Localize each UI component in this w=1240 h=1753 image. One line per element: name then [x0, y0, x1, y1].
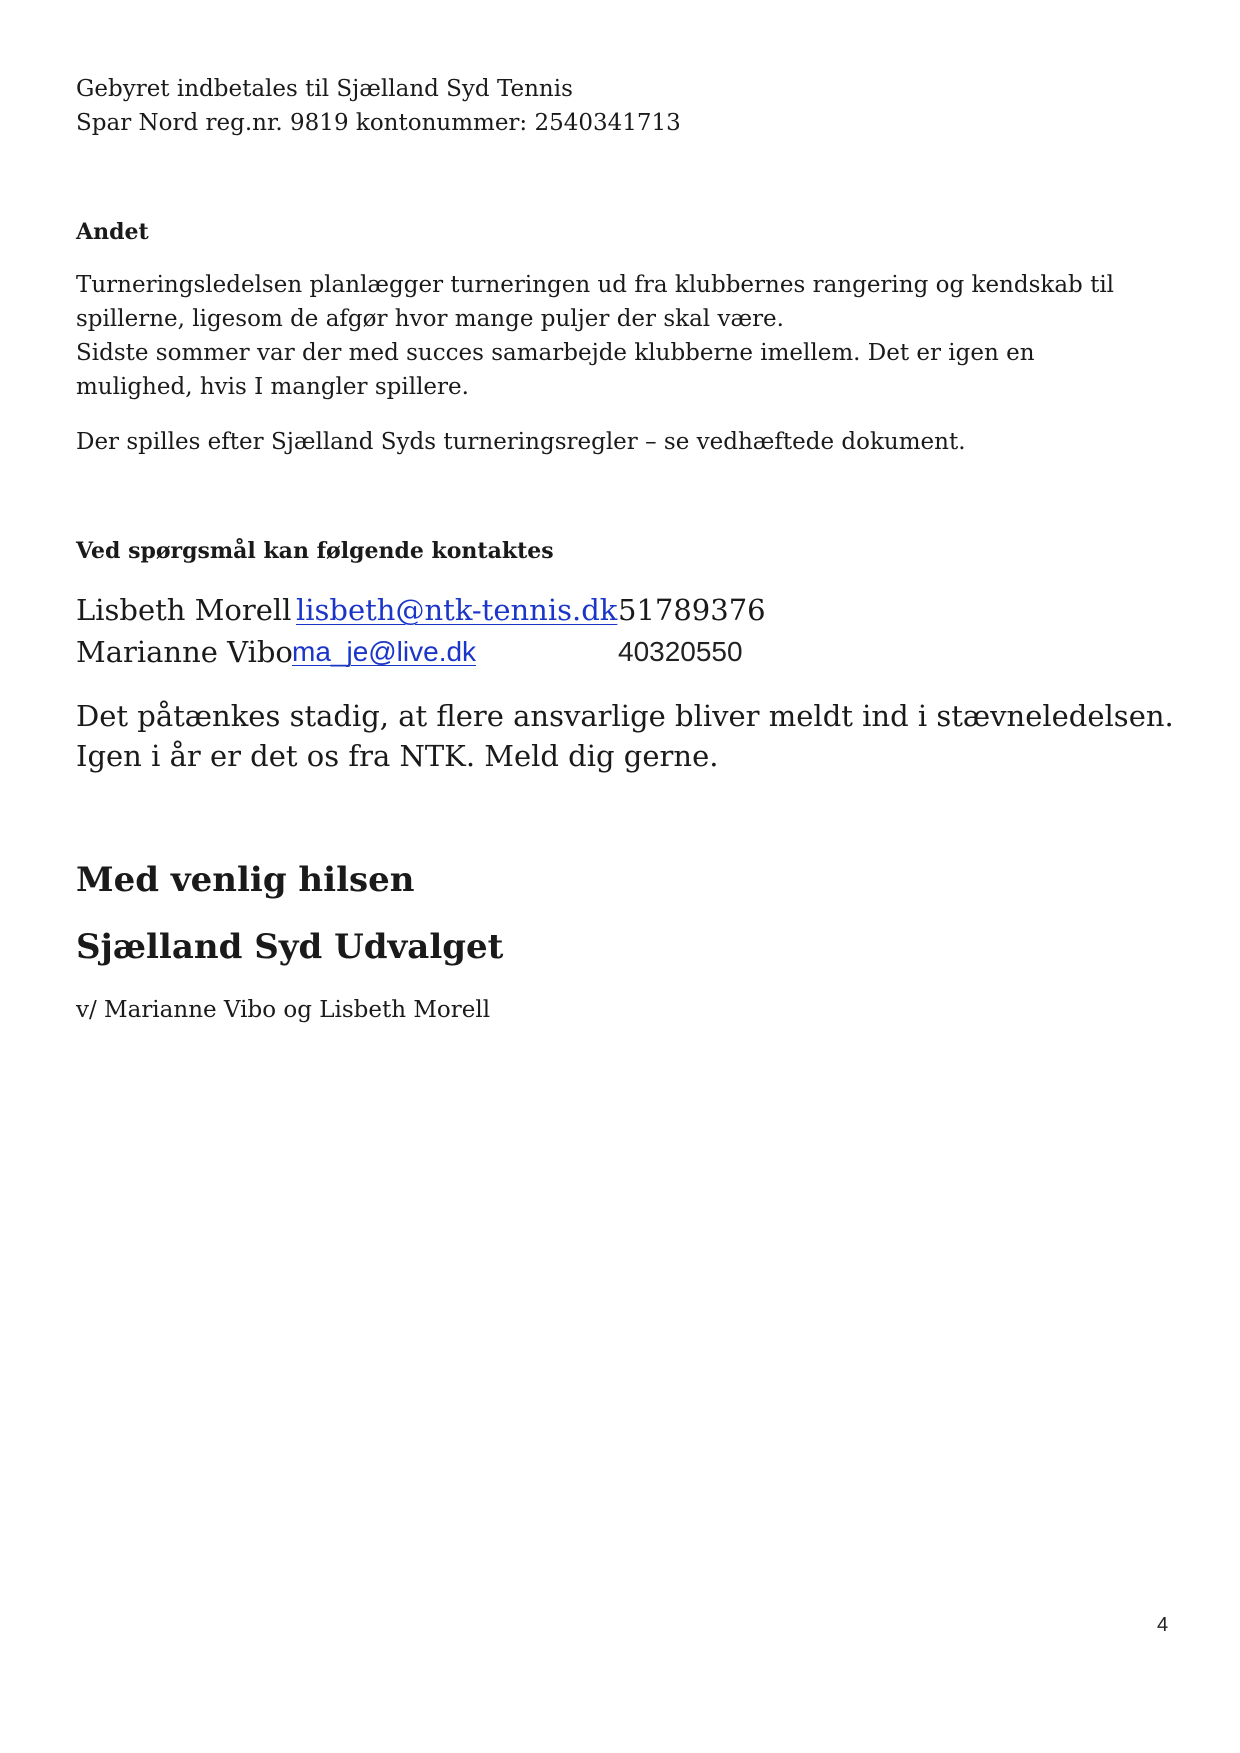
contacts-heading: Ved spørgsmål kan følgende kontaktes — [76, 538, 554, 564]
paragraph-line: Der spilles efter Sjælland Syds turneringsregler – se vedhæftede dokument. — [76, 429, 966, 455]
committee-name: Sjælland Syd Udvalget — [76, 927, 504, 967]
organizer-notice — [76, 696, 1176, 776]
contact-row-marianne — [76, 630, 1176, 674]
contact-row-lisbeth — [76, 588, 1176, 632]
contact-phone: 51789376 — [618, 593, 766, 627]
contact-email-link[interactable]: ma_je@live.dk — [292, 636, 477, 667]
contact-name: Marianne Vibo — [76, 635, 293, 669]
notice-line: Igen i år er det os fra NTK. Meld dig gerne. — [76, 739, 719, 773]
payment-info — [76, 72, 1176, 140]
contact-name: Lisbeth Morell — [76, 593, 292, 627]
paragraph-line: mulighed, hvis I mangler spillere. — [76, 374, 469, 400]
tournament-planning-paragraph — [76, 268, 1176, 404]
contact-phone: 40320550 — [618, 636, 743, 667]
notice-line: Det påtænkes stadig, at flere ansvarlige bliver meldt ind i stævneledelsen. — [76, 699, 1174, 733]
tournament-rules-paragraph — [76, 425, 1176, 459]
paragraph-line: Sidste sommer var der med succes samarbejde klubberne imellem. Det er igen en — [76, 340, 1035, 366]
other-heading: Andet — [76, 219, 149, 245]
paragraph-line: spillerne, ligesom de afgør hvor mange puljer der skal være. — [76, 306, 784, 332]
bank-account-line: Spar Nord reg.nr. 9819 kontonummer: 2540341713 — [76, 110, 681, 136]
closing-greeting: Med venlig hilsen — [76, 860, 415, 900]
signers-line: v/ Marianne Vibo og Lisbeth Morell — [76, 997, 491, 1023]
payment-recipient-line: Gebyret indbetales til Sjælland Syd Tennis — [76, 76, 573, 102]
contact-email-link[interactable]: lisbeth@ntk-tennis.dk — [296, 593, 618, 627]
paragraph-line: Turneringsledelsen planlægger turneringen ud fra klubbernes rangering og kendskab til — [76, 272, 1115, 298]
page-number: 4 — [1157, 1614, 1169, 1636]
